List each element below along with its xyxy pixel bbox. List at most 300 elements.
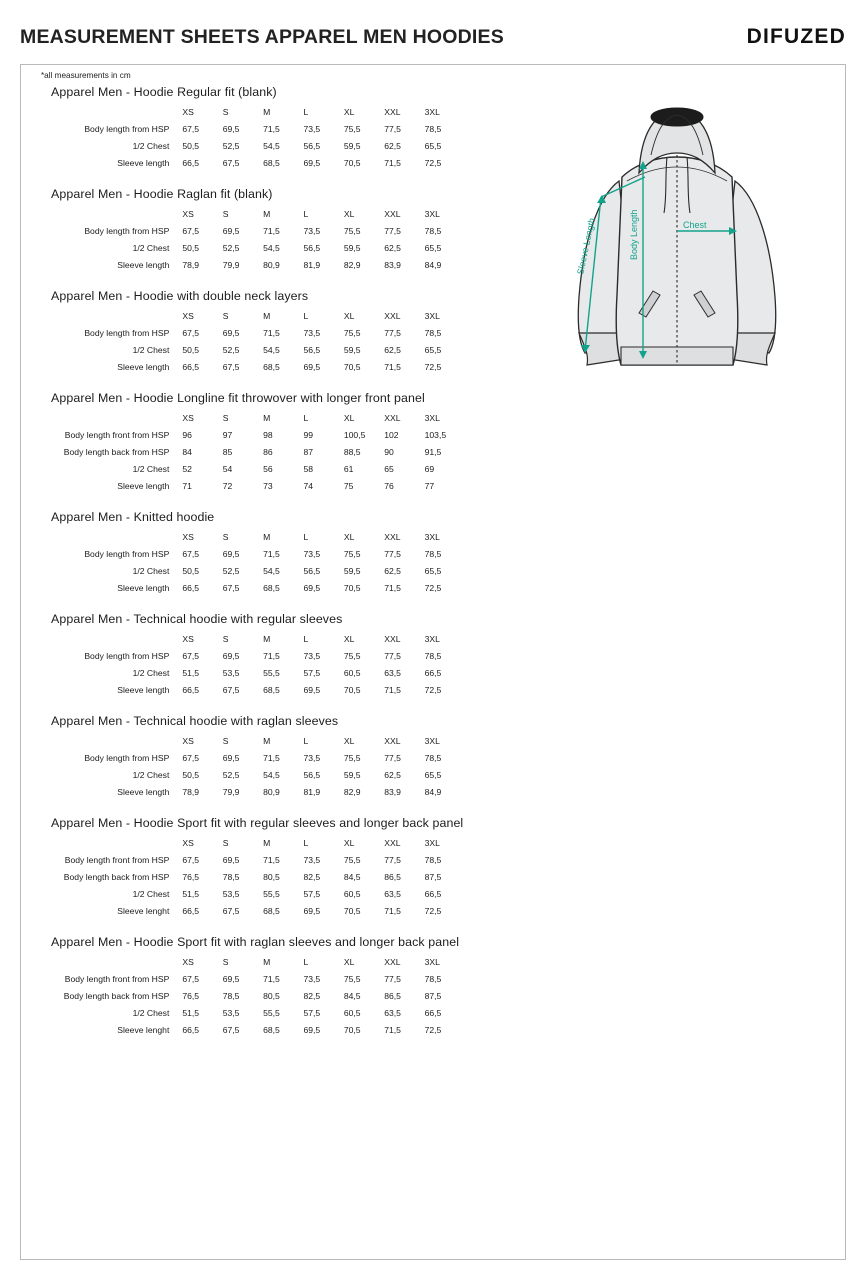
measurement-value: 66,5 (182, 361, 200, 372)
measurement-value: 67,5 (222, 582, 240, 593)
size-column-header: M (263, 633, 271, 644)
size-column-header: XXL (384, 531, 401, 542)
size-column-header: 3XL (424, 735, 440, 746)
size-column-header: S (222, 106, 229, 117)
measurement-value: 83,9 (384, 786, 401, 797)
size-column-header: S (222, 412, 229, 423)
measurement-value: 62,5 (384, 242, 401, 253)
measurement-block (31, 181, 521, 273)
measurement-label: Sleeve length (117, 259, 170, 270)
measurement-value: 69,5 (222, 225, 240, 236)
measurement-value: 53,5 (222, 667, 240, 678)
measurement-value: 69,5 (222, 973, 240, 984)
measurement-value: 53,5 (222, 888, 240, 899)
measurement-value: 56,5 (303, 565, 321, 576)
size-column-header: 3XL (424, 531, 440, 542)
size-column-header: XXL (384, 208, 401, 219)
measurement-value: 77,5 (384, 973, 401, 984)
measurement-value: 50,5 (182, 344, 200, 355)
measurement-value: 50,5 (182, 140, 200, 151)
block-title: Apparel Men - Hoodie Longline fit throwover with longer front panel (51, 391, 425, 405)
size-column-header: M (263, 208, 271, 219)
table-row (31, 341, 461, 358)
measurement-label: Body length back from HSP (63, 871, 170, 882)
table-row (31, 766, 461, 783)
table-corner-cell (31, 953, 178, 970)
size-column-header: XS (182, 310, 194, 321)
illustration-label-chest: Chest (683, 220, 707, 230)
measurement-value: 78,9 (182, 786, 200, 797)
measurement-value: 69,5 (303, 157, 321, 168)
measurement-value: 57,5 (303, 667, 321, 678)
measurement-label: Body length from HSP (84, 123, 170, 134)
table-corner-cell (31, 205, 178, 222)
measurement-value: 58 (303, 463, 314, 474)
size-column-header: S (222, 633, 229, 644)
measurement-label: 1/2 Chest (132, 344, 170, 355)
measurement-value: 65 (384, 463, 394, 474)
size-column-header: XS (182, 837, 194, 848)
size-column-header: M (263, 735, 271, 746)
measurement-value: 96 (182, 429, 192, 440)
size-column-header: S (222, 956, 229, 967)
block-title: Apparel Men - Hoodie Regular fit (blank) (51, 85, 277, 99)
size-column-header: XL (343, 106, 355, 117)
size-column-header: XL (343, 735, 355, 746)
measurement-label: 1/2 Chest (132, 1007, 170, 1018)
table-corner-cell (31, 528, 178, 545)
measurement-value: 52,5 (222, 140, 240, 151)
size-column-header: M (263, 531, 271, 542)
measurement-value: 73,5 (303, 225, 321, 236)
size-column-header: XL (343, 412, 355, 423)
measurement-label: Sleeve length (117, 786, 170, 797)
measurement-label: Body length front from HSP (64, 854, 170, 865)
measurement-value: 56 (263, 463, 273, 474)
size-column-header: 3XL (424, 956, 440, 967)
measurement-value: 62,5 (384, 140, 401, 151)
measurement-value: 83,9 (384, 259, 401, 270)
measurement-value: 54,5 (263, 769, 280, 780)
size-column-header: 3XL (424, 412, 440, 423)
size-column-header: XXL (384, 956, 401, 967)
measurement-value: 66,5 (424, 888, 442, 899)
size-column-header: L (303, 633, 309, 644)
measurement-value: 73,5 (303, 973, 321, 984)
measurement-value: 77,5 (384, 225, 401, 236)
measurement-value: 91,5 (424, 446, 442, 457)
measurement-value: 82,9 (343, 786, 361, 797)
measurement-value: 75,5 (343, 650, 361, 661)
table-row (31, 256, 461, 273)
size-column-header: XS (182, 735, 194, 746)
size-column-header: XS (182, 633, 194, 644)
measurement-value: 56,5 (303, 140, 321, 151)
measurement-block (31, 79, 521, 171)
size-column-header: L (303, 735, 309, 746)
measurement-value: 73,5 (303, 854, 321, 865)
measurement-value: 67,5 (182, 752, 200, 763)
measurement-value: 68,5 (263, 361, 280, 372)
size-column-header: S (222, 531, 229, 542)
measurement-label: Sleeve length (117, 157, 170, 168)
table-row (31, 664, 461, 681)
measurement-value: 82,5 (303, 990, 321, 1001)
table-row (31, 783, 461, 800)
measurement-value: 74 (303, 480, 314, 491)
size-column-header: M (263, 837, 271, 848)
table-row (31, 137, 461, 154)
table-row (31, 1021, 461, 1038)
measurement-block (31, 385, 521, 494)
measurement-value: 66,5 (182, 1024, 200, 1035)
measurement-value: 77,5 (384, 123, 401, 134)
table-header-row (31, 103, 461, 120)
measurement-value: 71,5 (263, 123, 280, 134)
table-row (31, 358, 461, 375)
measurement-value: 75,5 (343, 548, 361, 559)
measurement-label: 1/2 Chest (132, 769, 170, 780)
measurement-label: 1/2 Chest (132, 140, 170, 151)
size-column-header: XXL (384, 310, 401, 321)
table-row (31, 324, 461, 341)
measurement-value: 67,5 (182, 548, 200, 559)
measurement-value: 71,5 (384, 1024, 401, 1035)
size-table (31, 103, 461, 171)
size-table (31, 732, 461, 800)
table-row (31, 222, 461, 239)
table-row (31, 851, 461, 868)
measurement-value: 68,5 (263, 582, 280, 593)
measurement-value: 66,5 (182, 157, 200, 168)
table-row (31, 154, 461, 171)
measurement-value: 77,5 (384, 650, 401, 661)
size-column-header: L (303, 208, 309, 219)
measurement-value: 70,5 (343, 905, 361, 916)
measurement-value: 87,5 (424, 990, 442, 1001)
size-table (31, 528, 461, 596)
measurement-label: Body length from HSP (84, 548, 170, 559)
measurement-value: 67,5 (222, 361, 240, 372)
measurement-value: 71,5 (263, 548, 280, 559)
measurement-value: 65,5 (424, 140, 442, 151)
measurement-label: Body length front from HSP (64, 429, 170, 440)
size-column-header: S (222, 837, 229, 848)
table-corner-cell (31, 307, 178, 324)
measurement-value: 72,5 (424, 582, 442, 593)
table-corner-cell (31, 630, 178, 647)
size-table (31, 307, 461, 375)
measurement-value: 70,5 (343, 361, 361, 372)
size-table (31, 205, 461, 273)
size-table (31, 834, 461, 919)
table-row (31, 562, 461, 579)
measurement-value: 65,5 (424, 769, 442, 780)
measurement-value: 69,5 (222, 650, 240, 661)
measurement-value: 56,5 (303, 344, 321, 355)
size-column-header: XS (182, 412, 194, 423)
measurement-value: 57,5 (303, 888, 321, 899)
measurement-value: 52,5 (222, 565, 240, 576)
measurement-value: 69,5 (222, 854, 240, 865)
size-column-header: 3XL (424, 106, 440, 117)
measurement-value: 80,9 (263, 259, 280, 270)
measurement-value: 71,5 (263, 650, 280, 661)
illustration-label-body-length: Body Length (629, 209, 639, 260)
size-table (31, 409, 461, 494)
size-column-header: XL (343, 208, 355, 219)
measurement-value: 78,5 (424, 225, 442, 236)
measurement-value: 84,9 (424, 786, 442, 797)
measurement-value: 77,5 (384, 327, 401, 338)
measurement-value: 71,5 (384, 905, 401, 916)
measurement-value: 59,5 (343, 769, 361, 780)
measurement-block (31, 810, 521, 919)
measurement-value: 56,5 (303, 242, 321, 253)
measurement-value: 70,5 (343, 684, 361, 695)
size-column-header: L (303, 310, 309, 321)
size-column-header: 3XL (424, 633, 440, 644)
table-corner-cell (31, 103, 178, 120)
measurement-value: 78,5 (222, 871, 240, 882)
measurement-value: 66,5 (424, 667, 442, 678)
measurement-value: 80,5 (263, 871, 280, 882)
measurement-blocks (21, 65, 521, 1048)
measurement-value: 72,5 (424, 905, 442, 916)
measurement-value: 51,5 (182, 1007, 200, 1018)
block-title: Apparel Men - Hoodie with double neck layers (51, 289, 309, 303)
measurement-value: 75,5 (343, 123, 361, 134)
measurement-value: 75,5 (343, 973, 361, 984)
measurement-value: 78,5 (222, 990, 240, 1001)
measurement-label: 1/2 Chest (132, 565, 170, 576)
measurement-label: Body length from HSP (84, 752, 170, 763)
measurement-value: 52,5 (222, 344, 240, 355)
measurement-value: 78,5 (424, 854, 442, 865)
measurement-value: 68,5 (263, 905, 280, 916)
measurement-label: 1/2 Chest (132, 888, 170, 899)
size-column-header: L (303, 106, 309, 117)
measurement-value: 69,5 (222, 327, 240, 338)
table-row (31, 749, 461, 766)
measurement-value: 54,5 (263, 565, 280, 576)
measurement-value: 52,5 (222, 242, 240, 253)
measurement-value: 81,9 (303, 259, 321, 270)
measurement-value: 80,5 (263, 990, 280, 1001)
measurement-label: Body length front from HSP (64, 973, 170, 984)
table-header-row (31, 630, 461, 647)
measurement-value: 60,5 (343, 1007, 361, 1018)
table-row (31, 443, 461, 460)
table-row (31, 545, 461, 562)
measurement-value: 76,5 (182, 990, 200, 1001)
measurement-label: Sleeve lenght (117, 1024, 170, 1035)
size-column-header: XL (343, 837, 355, 848)
measurement-label: Body length from HSP (84, 650, 170, 661)
measurement-value: 71,5 (384, 157, 401, 168)
size-column-header: M (263, 412, 271, 423)
measurement-value: 86 (263, 446, 273, 457)
measurement-value: 71,5 (384, 361, 401, 372)
measurement-value: 59,5 (343, 242, 361, 253)
measurement-value: 59,5 (343, 565, 361, 576)
measurement-value: 71,5 (263, 225, 280, 236)
measurement-value: 77 (424, 480, 435, 491)
measurement-value: 72,5 (424, 157, 442, 168)
measurement-value: 81,9 (303, 786, 321, 797)
measurement-value: 50,5 (182, 769, 200, 780)
measurement-value: 71,5 (263, 752, 280, 763)
table-row (31, 477, 461, 494)
block-title: Apparel Men - Technical hoodie with regular sleeves (51, 612, 343, 626)
measurement-value: 69,5 (222, 752, 240, 763)
table-row (31, 1004, 461, 1021)
measurement-value: 76 (384, 480, 394, 491)
measurement-value: 54,5 (263, 242, 280, 253)
measurement-value: 54 (222, 463, 233, 474)
size-column-header: XL (343, 531, 355, 542)
size-column-header: M (263, 106, 271, 117)
measurement-block (31, 929, 521, 1038)
measurement-value: 78,5 (424, 548, 442, 559)
size-column-header: XXL (384, 412, 401, 423)
measurement-value: 67,5 (182, 650, 200, 661)
table-row (31, 902, 461, 919)
measurement-value: 75 (343, 480, 354, 491)
block-title: Apparel Men - Hoodie Sport fit with raglan sleeves and longer back panel (51, 935, 460, 949)
measurement-value: 100,5 (343, 429, 366, 440)
size-column-header: L (303, 837, 309, 848)
table-row (31, 579, 461, 596)
size-column-header: XXL (384, 837, 401, 848)
size-column-header: XS (182, 956, 194, 967)
block-title: Apparel Men - Hoodie Raglan fit (blank) (51, 187, 273, 201)
measurement-value: 63,5 (384, 888, 401, 899)
measurement-value: 73,5 (303, 752, 321, 763)
size-column-header: L (303, 531, 309, 542)
measurement-value: 78,5 (424, 327, 442, 338)
size-column-header: XL (343, 310, 355, 321)
size-column-header: XL (343, 956, 355, 967)
measurement-value: 84,9 (424, 259, 442, 270)
table-header-row (31, 409, 461, 426)
table-header-row (31, 953, 461, 970)
table-header-row (31, 528, 461, 545)
measurement-value: 51,5 (182, 888, 200, 899)
measurement-value: 98 (263, 429, 273, 440)
measurement-value: 79,9 (222, 259, 240, 270)
measurement-value: 62,5 (384, 344, 401, 355)
brand-logo: DIFUZED (746, 25, 846, 48)
document-header (20, 22, 846, 52)
measurement-value: 77,5 (384, 752, 401, 763)
size-column-header: XS (182, 531, 194, 542)
measurement-value: 73,5 (303, 327, 321, 338)
measurement-block (31, 283, 521, 375)
measurement-label: Sleeve length (117, 582, 170, 593)
measurement-value: 78,5 (424, 752, 442, 763)
measurement-value: 75,5 (343, 225, 361, 236)
measurement-value: 67,5 (182, 123, 200, 134)
measurement-value: 102 (384, 429, 399, 440)
measurement-value: 69,5 (222, 123, 240, 134)
measurement-value: 69 (424, 463, 435, 474)
measurement-value: 63,5 (384, 1007, 401, 1018)
measurement-label: Sleeve lenght (117, 905, 170, 916)
table-row (31, 426, 461, 443)
size-column-header: 3XL (424, 310, 440, 321)
size-column-header: XXL (384, 106, 401, 117)
page-title: MEASUREMENT SHEETS APPAREL MEN HOODIES (20, 25, 504, 48)
measurement-value: 62,5 (384, 769, 401, 780)
size-column-header: XS (182, 106, 194, 117)
measurement-value: 65,5 (424, 242, 442, 253)
measurement-value: 69,5 (303, 1024, 321, 1035)
measurement-value: 52 (182, 463, 192, 474)
measurement-value: 87 (303, 446, 314, 457)
measurement-value: 61 (343, 463, 354, 474)
measurement-value: 72,5 (424, 361, 442, 372)
measurement-value: 77,5 (384, 548, 401, 559)
measurement-value: 86,5 (384, 871, 401, 882)
measurement-value: 54,5 (263, 140, 280, 151)
measurement-value: 77,5 (384, 854, 401, 865)
measurement-value: 66,5 (182, 582, 200, 593)
measurement-value: 54,5 (263, 344, 280, 355)
measurement-value: 78,9 (182, 259, 200, 270)
measurement-label: Body length from HSP (84, 327, 170, 338)
table-header-row (31, 732, 461, 749)
measurement-value: 85 (222, 446, 233, 457)
measurement-value: 50,5 (182, 565, 200, 576)
measurement-value: 71,5 (263, 854, 280, 865)
size-column-header: L (303, 956, 309, 967)
size-column-header: XXL (384, 633, 401, 644)
measurement-label: 1/2 Chest (132, 463, 170, 474)
measurement-value: 82,5 (303, 871, 321, 882)
measurement-value: 87,5 (424, 871, 442, 882)
measurement-value: 67,5 (222, 157, 240, 168)
size-column-header: S (222, 310, 229, 321)
footnote: *all measurements in cm (41, 71, 131, 80)
measurement-label: Sleeve length (117, 361, 170, 372)
measurement-value: 51,5 (182, 667, 200, 678)
measurement-value: 86,5 (384, 990, 401, 1001)
size-column-header: XS (182, 208, 194, 219)
size-column-header: L (303, 412, 309, 423)
measurement-value: 66,5 (182, 684, 200, 695)
measurement-value: 73 (263, 480, 273, 491)
measurement-value: 88,5 (343, 446, 361, 457)
measurement-label: Body length back from HSP (63, 990, 170, 1001)
table-row (31, 647, 461, 664)
measurement-value: 67,5 (222, 905, 240, 916)
measurement-value: 67,5 (222, 684, 240, 695)
measurement-value: 66,5 (424, 1007, 442, 1018)
measurement-value: 53,5 (222, 1007, 240, 1018)
table-row (31, 987, 461, 1004)
table-header-row (31, 307, 461, 324)
size-table (31, 953, 461, 1038)
measurement-value: 55,5 (263, 1007, 280, 1018)
measurement-value: 78,5 (424, 973, 442, 984)
content-frame (20, 64, 846, 1260)
measurement-value: 67,5 (182, 225, 200, 236)
table-row (31, 460, 461, 477)
measurement-value: 69,5 (303, 905, 321, 916)
measurement-value: 78,5 (424, 650, 442, 661)
measurement-value: 65,5 (424, 565, 442, 576)
